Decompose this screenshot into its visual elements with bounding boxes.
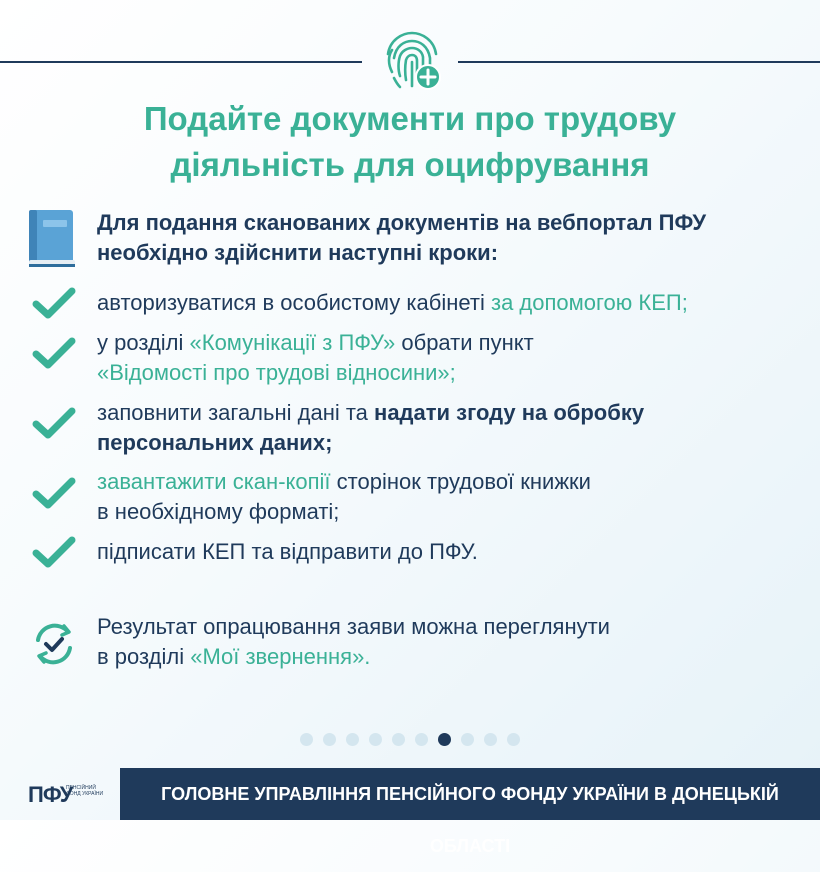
- refresh-check-icon: [30, 620, 78, 668]
- step-1-highlight: за допомогою КЕП;: [490, 290, 688, 315]
- step-3: [97, 398, 797, 458]
- step-3-bold-cont: персональних даних;: [97, 430, 333, 455]
- page-title-line2: діяльність для оцифрування: [170, 146, 650, 183]
- pagination-dot[interactable]: [392, 733, 405, 746]
- step-1-text: авторизуватися в особистому кабінеті: [97, 290, 491, 315]
- book-icon: [27, 208, 77, 268]
- pagination-dot[interactable]: [346, 733, 359, 746]
- step-5: [97, 537, 797, 567]
- check-icon: [32, 286, 76, 320]
- step-2-item: «Відомості про трудові відносини»;: [97, 360, 456, 385]
- pagination-dot[interactable]: [300, 733, 313, 746]
- logo-text: ПФУ: [28, 782, 73, 807]
- pagination-dot[interactable]: [484, 733, 497, 746]
- step-2-section: «Комунікації з ПФУ»: [189, 330, 396, 355]
- header-divider-left: [0, 61, 362, 63]
- check-icon: [32, 406, 76, 440]
- result-line2-text: в розділі: [97, 644, 191, 669]
- step-3-text: заповнити загальні дані та: [97, 400, 375, 425]
- intro-line2: необхідно здійснити наступні кроки:: [97, 240, 499, 265]
- intro-text: [97, 208, 797, 268]
- result-line1: Результат опрацювання заяви можна переглянути: [97, 614, 610, 639]
- result-section-name: «Мої звернення».: [190, 644, 371, 669]
- step-3-bold: надати згоду на обробку: [374, 400, 645, 425]
- logo-subtitle: ПЕНСІЙНИЙ ФОНД УКРАЇНИ: [66, 785, 104, 797]
- check-icon: [32, 535, 76, 569]
- step-4-text-cont: в необхідному форматі;: [97, 499, 340, 524]
- result-note: [97, 612, 797, 672]
- footer-banner: [120, 768, 820, 856]
- pagination-dot[interactable]: [415, 733, 428, 746]
- header-divider-right: [458, 61, 820, 63]
- pagination-dot[interactable]: [507, 733, 520, 746]
- intro-line1: Для подання сканованих документів на вебпортал ПФУ: [97, 210, 707, 235]
- pagination-dot[interactable]: [461, 733, 474, 746]
- step-5-text: підписати КЕП та відправити до ПФУ.: [97, 539, 478, 564]
- step-4: [97, 467, 797, 527]
- pagination-dot[interactable]: [323, 733, 336, 746]
- step-4-text: сторінок трудової книжки: [330, 469, 591, 494]
- footer-text: ГОЛОВНЕ УПРАВЛІННЯ ПЕНСІЙНОГО ФОНДУ УКРАЇНИ В ДОНЕЦЬКІЙ ОБЛАСТІ: [161, 784, 779, 856]
- step-2-text: у розділі: [97, 330, 190, 355]
- step-2-text-cont: обрати пункт: [395, 330, 534, 355]
- pagination-dot[interactable]: [438, 733, 451, 746]
- page-title-line1: Подайте документи про трудову: [143, 100, 677, 137]
- check-icon: [32, 336, 76, 370]
- pagination-dot[interactable]: [369, 733, 382, 746]
- check-icon: [32, 476, 76, 510]
- step-1: [97, 288, 797, 318]
- step-2: [97, 328, 797, 388]
- fingerprint-plus-icon: [380, 30, 444, 92]
- page-title: [0, 96, 820, 188]
- step-4-highlight: завантажити скан-копії: [97, 469, 331, 494]
